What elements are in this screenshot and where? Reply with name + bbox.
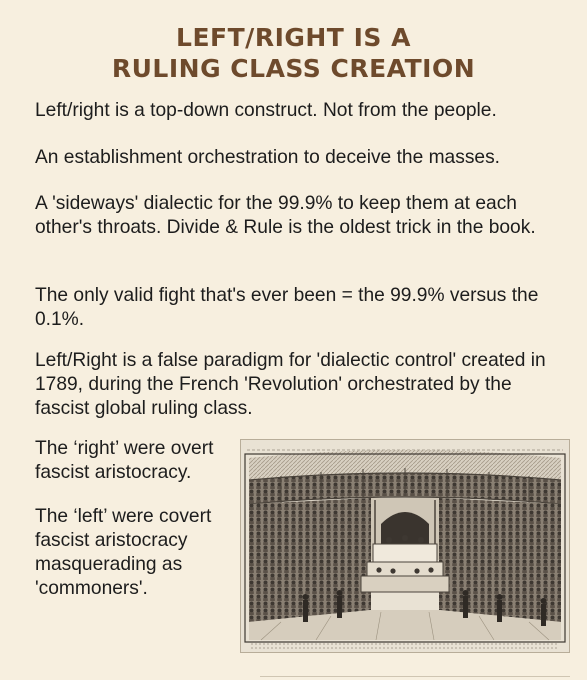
title-line-2: RULING CLASS CREATION bbox=[111, 54, 476, 83]
paragraph-left-covert: The ‘left’ were covert fascist aristocracy masquerading as 'commoners'. bbox=[35, 506, 212, 599]
paragraph-sideways-dialectic: A 'sideways' dialectic for the 99.9% to keep them at each other's throats. Divide & Rule is the oldest trick in the book. bbox=[35, 193, 536, 238]
paragraph-top-down: Left/right is a top-down construct. Not from the people. bbox=[35, 100, 497, 121]
paragraph-orchestration: An establishment orchestration to deceive the masses. bbox=[35, 147, 501, 168]
title-line-1: LEFT/RIGHT IS A bbox=[176, 23, 411, 52]
assembly-engraving-drawing bbox=[241, 440, 569, 652]
page-title bbox=[0, 22, 587, 84]
bottom-divider bbox=[260, 676, 570, 677]
assembly-engraving-image bbox=[240, 439, 570, 653]
paragraph-right-overt: The ‘right’ were overt fascist aristocracy. bbox=[35, 438, 214, 483]
paragraph-valid-fight: The only valid fight that's ever been = the 99.9% versus the 0.1%. bbox=[35, 285, 539, 330]
paragraph-false-paradigm: Left/Right is a false paradigm for 'dialectic control' created in 1789, during the French 'Revolution' orchestrated by the fascist global ruling class. bbox=[35, 350, 546, 419]
